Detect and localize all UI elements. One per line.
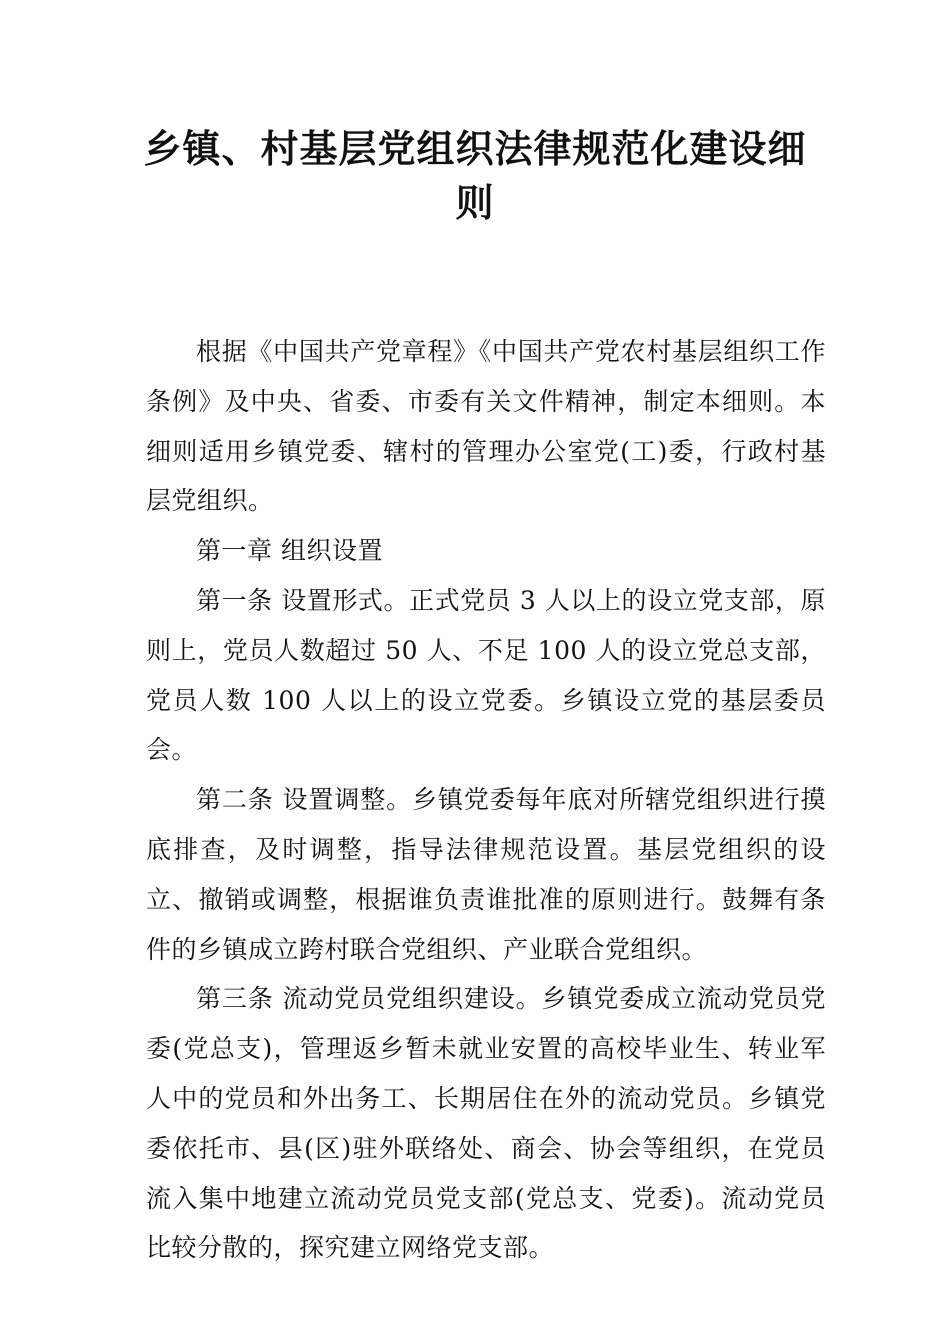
article-1: 第一条 设置形式。正式党员 3 人以上的设立党支部，原则上，党员人数超过 50 人、不足 100 人的设立党总支部，党员人数 100 人以上的设立党委。乡镇设立党的基层委员会。 (146, 585, 826, 765)
document-title: 乡镇、村基层党组织法律规范化建设细则 (143, 127, 807, 225)
chapter-heading: 第一章 组织设置 (196, 536, 383, 566)
article-3: 第三条 流动党员党组织建设。乡镇党委成立流动党员党委(党总支)，管理返乡暂未就业安置的高校毕业生、转业军人中的党员和外出务工、长期居住在外的流动党员。乡镇党委依托市、县(区)驻外联络处、商会、协会等组织，在党员流入集中地建立流动党员党支部(党总支、党委)。流动党员比较分散的，探究建立网络党支部。 (146, 984, 826, 1263)
article-2: 第二条 设置调整。乡镇党委每年底对所辖党组织进行摸底排查，及时调整，指导法律规范设置。基层党组织的设立、撤销或调整，根据谁负责谁批准的原则进行。鼓舞有条件的乡镇成立跨村联合党组织、产业联合党组织。 (146, 785, 826, 964)
document-body (146, 327, 826, 1273)
paragraph-intro: 根据《中国共产党章程》《中国共产党农村基层组织工作条例》及中央、省委、市委有关文件精神，制定本细则。本细则适用乡镇党委、辖村的管理办公室党(工)委，行政村基层党组织。 (146, 337, 826, 516)
